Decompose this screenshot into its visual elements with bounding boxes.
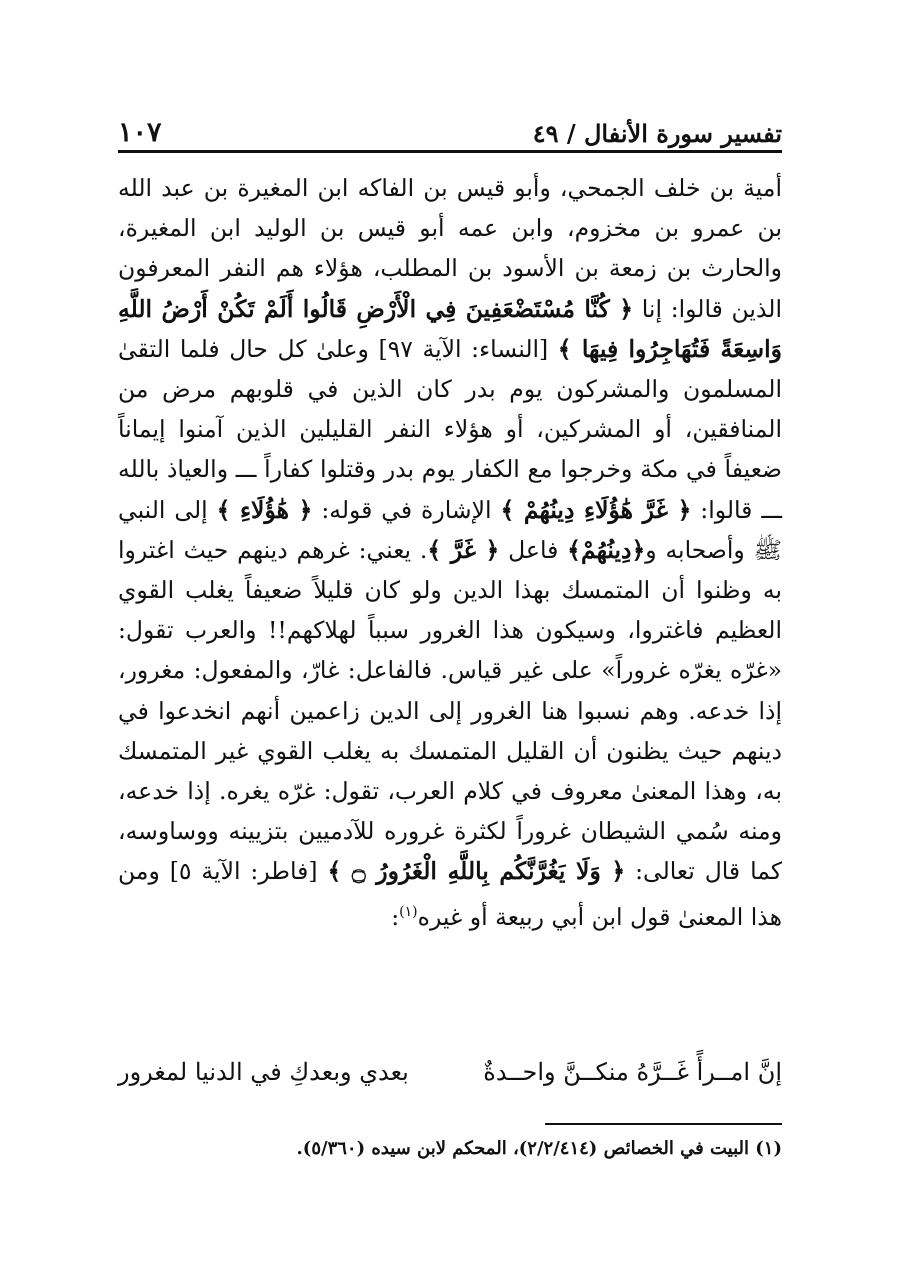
poetry-verse: [118, 1058, 782, 1086]
quran-quote: ﴿دِينُهُمْ﴾: [567, 535, 646, 564]
verse-first-hemistich: إنَّ امــرأً غَــرَّهُ منكــنَّ واحــدةٌ: [483, 1058, 782, 1086]
footnote-marker: (١): [399, 903, 418, 920]
page-header: [118, 108, 782, 148]
quran-quote: ﴿ كُنَّا مُسْتَضْعَفِينَ فِي الْأَرْضِ قَالُوا أَلَمْ تَكُنْ أَرْضُ اللَّهِ وَاسِعَةً فَتُهَاجِرُوا فِيهَا ﴾: [118, 294, 782, 363]
quran-quote: ﴿ وَلَا يَغُرَّنَّكُم بِاللَّهِ الْغَرُورُ ۝ ﴾: [327, 857, 626, 886]
body-text: [118, 168, 782, 937]
body-text-part: [فاطر: الآية ٥] ومن هذا المعنىٰ قول ابن أبي ربيعة أو غيره: [118, 857, 782, 931]
body-text-part: فاعل: [499, 535, 568, 564]
body-text-part: [النساء: الآية ٩٧] وعلىٰ كل حال فلما التقىٰ المسلمون والمشركون يوم بدر كان الذين في قلوبهم مرض من المنافقين، أو المشركين، أو هؤلاء النفر القليلين الذين آمنوا إيماناً ضعيفاً في مكة وخرجوا مع الكفار يوم بدر وقتلوا كفاراً ـــ والعياذ بالله ـــ قالوا:: [118, 334, 782, 524]
quran-quote: ﴿ هَٰؤُلَاءِ ﴾: [216, 495, 313, 524]
body-text-part: إلى النبي ﷺ وأصحابه و: [118, 495, 782, 564]
quran-quote: ﴿ غَرَّ هَٰؤُلَاءِ دِينُهُمْ ﴾: [500, 495, 692, 524]
body-text-part: أمية بن خلف الجمحي، وأبو قيس بن الفاكه ابن المغيرة بن عبد الله بن عمرو بن مخزوم، وابن عمه أبو قيس بن الوليد ابن المغيرة، والحارث بن زمعة بن الأسود بن المطلب، هؤلاء هم النفر المعرفون الذين قالوا: إنا: [118, 174, 782, 323]
page-number: ١٠٧: [118, 117, 162, 148]
footnote: (١) البيت في الخصائص (٢/٢/٤١٤)، المحكم لابن سيده (٥/٣٦٠).: [296, 1138, 782, 1159]
body-text-part: :: [391, 902, 400, 931]
footnote-rule: [545, 1123, 782, 1125]
verse-second-hemistich: بعدي وبعدكِ في الدنيا لمغرور: [118, 1058, 409, 1086]
body-text-part: الإشارة في قوله:: [312, 495, 501, 524]
quran-quote: ﴿ غَرَّ ﴾: [427, 535, 500, 564]
running-title: تفسير سورة الأنفال / ٤٩: [532, 119, 782, 148]
header-rule: [118, 150, 782, 153]
body-text-part: . يعني: غرهم دينهم حيث اغتروا به وظنوا أن المتمسك بهذا الدين ولو كان قليلاً ضعيفاً يغلب القوي العظيم فاغتروا، وسيكون هذا الغرور سبباً لهلاكهم!! والعرب تقول: «غرّه يغرّه غروراً» على غير قياس. فالفاعل: غارّ، والمفعول: مغرور، إذا خدعه. وهم نسبوا هنا الغرور إلى الدين زاعمين أنهم انخدعوا في دينهم حيث يظنون أن القليل المتمسك به يغلب القوي غير المتمسك به، وهذا المعنىٰ معروف في كلام العرب، تقول: غرّه يغره. إذا خدعه، ومنه سُمي الشيطان غروراً لكثرة غروره للآدميين بتزيينه ووساوسه، كما قال تعالى:: [118, 535, 783, 886]
body-paragraph: [118, 168, 782, 937]
